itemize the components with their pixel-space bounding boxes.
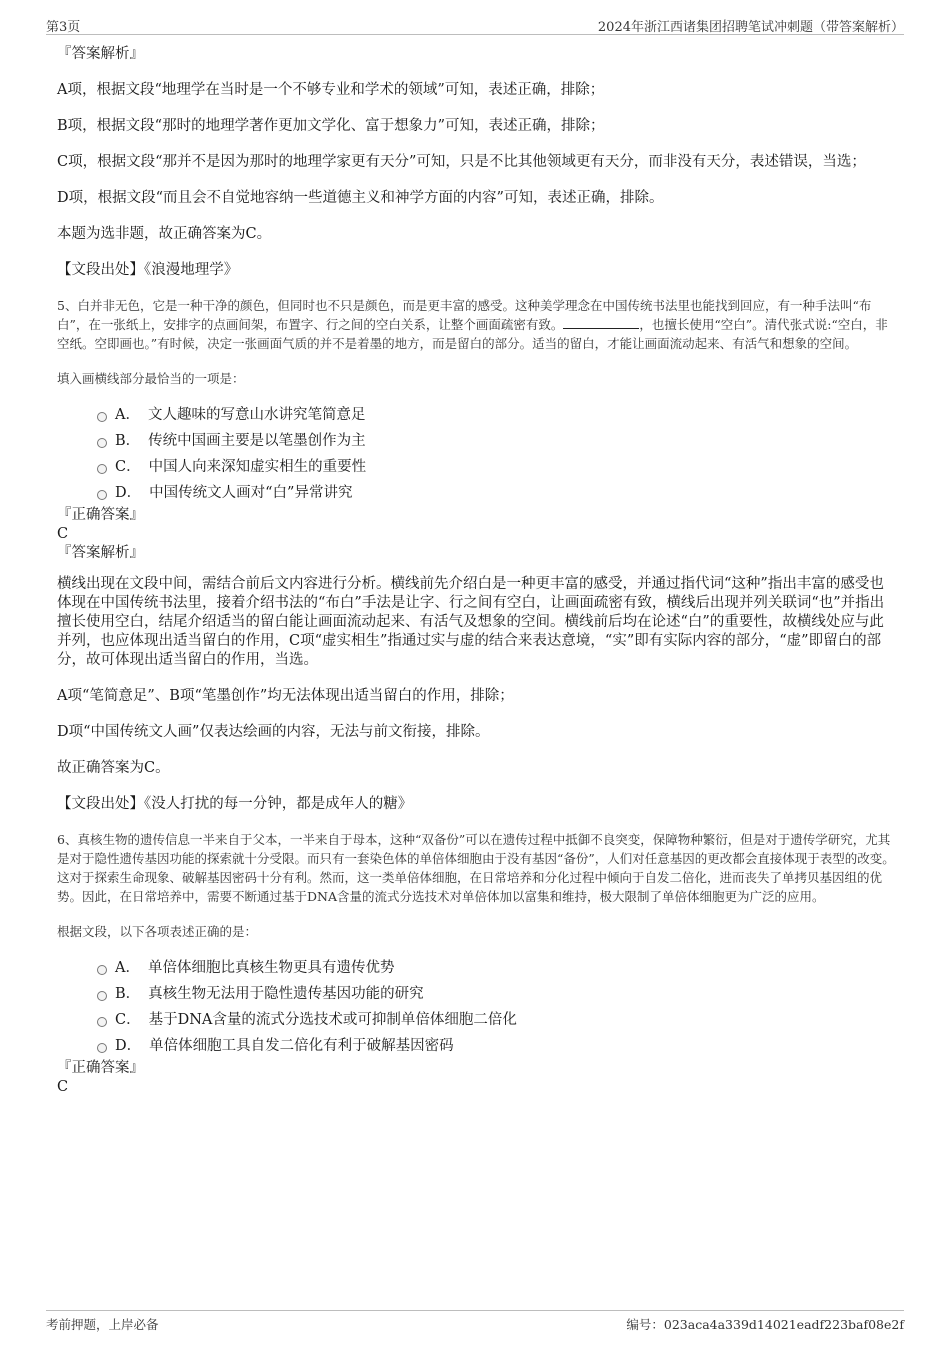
radio-icon[interactable]: [97, 438, 107, 448]
question-5-options: [97, 402, 897, 506]
correct-answer: C: [57, 1079, 69, 1095]
document-title: 2024年浙江西诸集团招聘笔试冲刺题（带答案解析）: [597, 20, 904, 35]
analysis-body: 横线出现在文段中间，需结合前后文内容进行分析。横线前先介绍白是一种更丰富的感受，并通过指代词“这种”指出丰富的感受也体现在中国传统书法里，接着介绍书法的“布白”手法是让字、行之间有空白，让画面疏密有致，横线后出现并列关联词“也”并指出擅长使用空白，结尾介绍适当的留白能让画面流动起来、有活气及想象的空间。横线前后均在论述“白”的重要性，故横线处应与此并列，也应体现出适当留白的作用，C项“虚实相生”指通过实与虚的结合来表达意境，“实”即有实际内容的部分，“虚”即留白的部分，故可体现出适当留白的作用，当选。: [57, 576, 885, 668]
option-c[interactable]: C． 基于DNA含量的流式分选技术或可抑制单倍体细胞二倍化: [97, 1007, 897, 1033]
analysis-option-d: D项，根据文段“而且会不自觉地容纳一些道德主义和神学方面的内容”可知，表述正确，排除。: [57, 190, 664, 206]
answer-label: 『正确答案』: [57, 507, 144, 523]
question-6-stem: 6、真核生物的遗传信息一半来自于父本，一半来自于母本，这种“双备份”可以在遗传过程中抵御不良突变，保障物种繁衍，但是对于遗传学研究，尤其是对于隐性遗传基因功能的探索就十分受限。而只有一套染色体的单倍体细胞由于没有基因“备份”，人们对任意基因的更改都会直接体现于表型的改变。这对于探索生命现象、破解基因密码十分有利。然而，这一类单倍体细胞，在日常培养和分化过程中倾向于自发二倍化，进而丧失了单拷贝基因组的优势。因此，在日常培养中，需要不断通过基于DNA含量的流式分选技术对单倍体加以富集和维持，极大限制了单倍体细胞更为广泛的应用。: [57, 832, 895, 904]
option-a[interactable]: A． 单倍体细胞比真核生物更具有遗传优势: [97, 955, 897, 981]
analysis-conclusion: 故正确答案为C。: [57, 760, 170, 776]
analysis-option-d: D项“中国传统文人画”仅表达绘画的内容，无法与前文衔接，排除。: [57, 724, 490, 740]
radio-icon[interactable]: [97, 412, 107, 422]
footer-slogan: 考前押题，上岸必备: [46, 1317, 159, 1332]
analysis-option-b: B项，根据文段“那时的地理学著作更加文学化、富于想象力”可知，表述正确，排除；: [57, 118, 605, 134]
radio-icon[interactable]: [97, 1017, 107, 1027]
document-code: 编号：023aca4a339d14021eadf223baf08e2f: [626, 1317, 904, 1332]
radio-icon[interactable]: [97, 991, 107, 1001]
fill-blank: [563, 315, 639, 329]
analysis-option-ab: A项“笔简意足”、B项“笔墨创作”均无法体现出适当留白的作用，排除；: [57, 688, 514, 704]
page-content: [57, 44, 897, 1097]
question-5-prompt: 填入画横线部分最恰当的一项是：: [57, 371, 245, 386]
analysis-option-a: A项，根据文段“地理学在当时是一个不够专业和学术的领域”可知，表述正确，排除；: [57, 82, 605, 98]
radio-icon[interactable]: [97, 464, 107, 474]
passage-source: 【文段出处】《浪漫地理学》: [57, 262, 239, 278]
radio-icon[interactable]: [97, 490, 107, 500]
radio-icon[interactable]: [97, 1043, 107, 1053]
correct-answer: C: [57, 526, 69, 542]
question-6-options: [97, 955, 897, 1059]
option-b[interactable]: B． 真核生物无法用于隐性遗传基因功能的研究: [97, 981, 897, 1007]
analysis-conclusion: 本题为选非题，故正确答案为C。: [57, 226, 272, 242]
answer-label: 『正确答案』: [57, 1060, 144, 1076]
page-number: 第3页: [46, 20, 81, 35]
question-6-prompt: 根据文段，以下各项表述正确的是：: [57, 924, 258, 939]
page-header: [46, 14, 904, 35]
analysis-label: 『答案解析』: [57, 545, 144, 561]
question-5-stem: [57, 296, 897, 353]
option-d[interactable]: D． 单倍体细胞工具自发二倍化有利于破解基因密码: [97, 1033, 897, 1059]
option-b[interactable]: B． 传统中国画主要是以笔墨创作为主: [97, 428, 897, 454]
analysis-option-c: C项，根据文段“那并不是因为那时的地理学家更有天分”可知，只是不比其他领域更有天分，而非没有天分，表述错误，当选；: [57, 154, 866, 170]
page-footer: [46, 1310, 904, 1335]
passage-source: 【文段出处】《没人打扰的每一分钟，都是成年人的糖》: [57, 796, 413, 812]
question-5-stem-before: 5、白并非无色，它是一种干净的颜色，但同时也不只是颜色，而是更丰富的感受。这种美学理念在中国传统书法里也能找到回应，有一种手法叫“布白”，在一张纸上，安排字的点画间架，布置字、行之间的空白关系，让整个画面疏密有致。: [57, 298, 872, 332]
analysis-label: 『答案解析』: [57, 46, 144, 62]
question-5-stem-after: ，也擅长使用“空白”。清代张式说:“空白，非空纸。空即画也。”有时候，决定一张画面气质的并不是着墨的地方，而是留白的部分。适当的留白，才能让画面流动起来、有活气和想象的空间。: [57, 317, 888, 351]
option-a[interactable]: A． 文人趣味的写意山水讲究笔简意足: [97, 402, 897, 428]
radio-icon[interactable]: [97, 965, 107, 975]
option-c[interactable]: C． 中国人向来深知虚实相生的重要性: [97, 454, 897, 480]
option-d[interactable]: D． 中国传统文人画对“白”异常讲究: [97, 480, 897, 506]
